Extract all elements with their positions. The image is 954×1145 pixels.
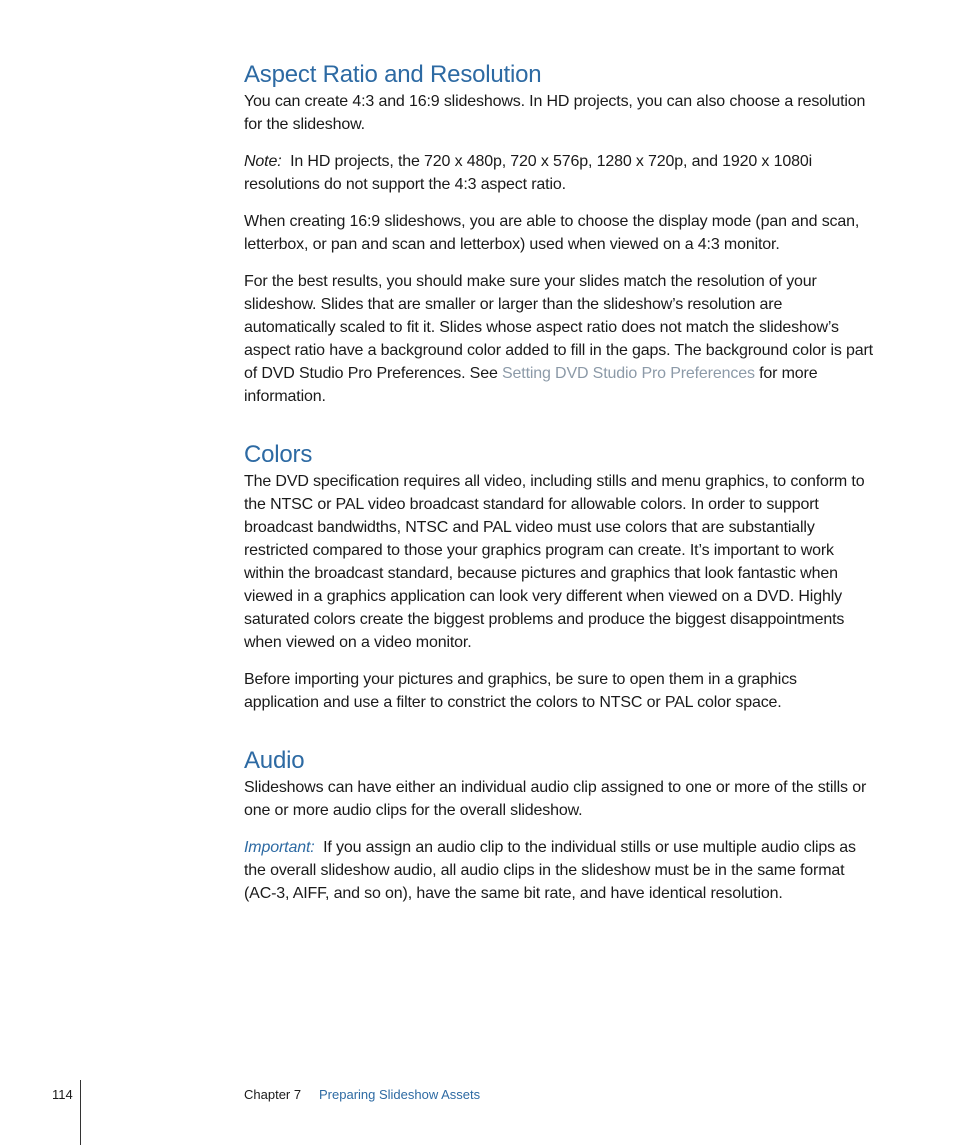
page-content [244,60,876,919]
paragraph-text: for more information. [244,365,818,405]
page-footer [0,1080,954,1145]
important-paragraph [244,836,876,905]
heading-colors: Colors [244,441,313,468]
paragraph: Before importing your pictures and graphics, be sure to open them in a graphics application and use a filter to constrict the colors to NTSC or PAL color space. [244,671,797,711]
paragraph: You can create 4:3 and 16:9 slideshows. In HD projects, you can also choose a resolution for the slideshow. [244,93,866,133]
heading-audio: Audio [244,747,305,774]
chapter-label: Chapter 7 [244,1087,302,1102]
footer-divider [80,1080,81,1145]
section-colors [244,440,876,714]
paragraph: The DVD specification requires all video, including stills and menu graphics, to conform to the NTSC or PAL video broadcast standard for allowable colors. In order to support broadcast bandwidths, NTSC and PAL video must use colors that are substantially restricted compared to those your graphics program can create. It’s important to work within the broadcast standard, because pictures and graphics that look fantastic when viewed in a graphics application can look very different when viewed on a DVD. Highly saturated colors create the biggest problems and produce the biggest disappointments when viewed on a video monitor. [244,473,865,651]
page-number: 114 [52,1087,73,1102]
paragraph-with-link [244,270,876,408]
paragraph-text: For the best results, you should make sure your slides match the resolution of your slideshow. Slides that are smaller or larger than the slideshow’s resolution are automatically scaled to fit it. Slides whose aspect ratio does not match the slideshow’s aspect ratio have a background color added to fill in the gaps. The background color is part of DVD Studio Pro Preferences. See [244,273,873,382]
chapter-title: Preparing Slideshow Assets [319,1087,481,1102]
note-label: Note: [244,153,282,170]
section-audio [244,746,876,905]
important-label: Important: [244,839,315,856]
note-text: In HD projects, the 720 x 480p, 720 x 576p, 1280 x 720p, and 1920 x 1080i resolutions do not support the 4:3 aspect ratio. [244,153,812,193]
preferences-link[interactable]: Setting DVD Studio Pro Preferences [502,365,755,382]
important-text: If you assign an audio clip to the individual stills or use multiple audio clips as the overall slideshow audio, all audio clips in the slideshow must be in the same format (AC-3, AIFF, and so on), have the same bit rate, and have identical resolution. [244,839,856,902]
paragraph: When creating 16:9 slideshows, you are able to choose the display mode (pan and scan, letterbox, or pan and scan and letterbox) used when viewed on a 4:3 monitor. [244,213,860,253]
section-aspect-ratio [244,60,876,408]
heading-aspect-ratio: Aspect Ratio and Resolution [244,61,542,88]
paragraph: Slideshows can have either an individual audio clip assigned to one or more of the stills or one or more audio clips for the overall slideshow. [244,779,867,819]
note-paragraph [244,150,876,196]
